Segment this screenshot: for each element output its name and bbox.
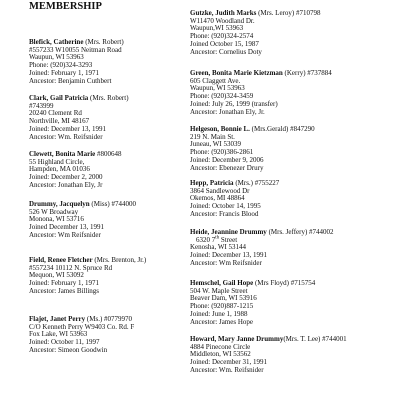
- member-name: Drummy, Jacquelyn: [29, 200, 90, 208]
- member-spouse: (Mrs. T. Lee) #744001: [283, 335, 347, 343]
- member-ancestor: Ancestor: Cornelius Doty: [190, 47, 262, 56]
- member-joined: Joined December 13, 1991: [29, 223, 105, 232]
- member-joined: Joined: October 11, 1997: [29, 338, 100, 347]
- member-spouse: (Mrs. Robert): [85, 38, 124, 46]
- member-entry: [190, 70, 332, 116]
- member-spouse: (Mrs. Leroy) #710798: [258, 9, 321, 17]
- member-entry: [29, 95, 129, 141]
- member-phone: Phone: (920)324-3293: [29, 61, 93, 70]
- member-street: C/O Kenneth Perry W9403 Co. Rd. F: [29, 322, 135, 331]
- member-name: Green, Bonita Marie Kietzman: [190, 69, 283, 77]
- member-entry: [190, 10, 320, 56]
- member-ancestor: Ancestor: Simeon Goodwin: [29, 345, 108, 354]
- member-address: Waupun,WI 53963: [190, 24, 244, 33]
- member-name: Helgeson, Bonnie L.: [190, 125, 250, 133]
- member-name: Howard, Mary Janne Drummy: [190, 335, 284, 343]
- member-joined: Joined: December 13, 1991: [29, 124, 106, 133]
- member-street: 3864 Sandlewood Dr: [190, 186, 250, 195]
- member-ancestor: Ancestor: Benjamin Cuthbert: [29, 76, 112, 85]
- member-phone: Phone: (920)324-3459: [190, 92, 254, 101]
- member-spouse: (Mrs.Gerald) #847290: [251, 125, 315, 133]
- member-address: Mequon, WI 53092: [29, 271, 84, 280]
- member-id-line: #743999: [29, 101, 54, 110]
- member-name: Clewett, Bonita Marie: [29, 150, 96, 158]
- member-ancestor: Ancestor: Wm. Reifsnider: [190, 365, 264, 374]
- member-id-line: #557234 10112 N. Spruce Rd: [29, 263, 113, 272]
- member-street: 605 Claggett Ave.: [190, 76, 241, 85]
- member-name: Clark, Gail Patricia: [29, 94, 89, 102]
- header-title: MEMBERSHIP: [29, 1, 102, 12]
- member-phone: Phone: (920)887-1215: [190, 302, 254, 311]
- member-street: 55 Highland Circle,: [29, 157, 85, 166]
- member-street: 4884 Pinecone Circle: [190, 342, 251, 351]
- member-name: Hepp, Patricia: [190, 179, 234, 187]
- member-id: #800648: [97, 150, 122, 158]
- member-name: Gutzke, Judith Marks: [190, 9, 257, 17]
- member-ancestor: Ancestor: Wm Reifsnider: [190, 258, 262, 267]
- member-ancestor: Ancestor: Francis Blood: [190, 209, 259, 218]
- member-street: 6320 7th Street: [196, 235, 238, 244]
- member-entry: [29, 201, 136, 240]
- member-address: Waupun, WI 53963: [29, 53, 84, 62]
- member-street: 219 N. Main St.: [190, 132, 235, 141]
- member-phone: Phone: (920)386-2861: [190, 148, 254, 157]
- member-entry: [190, 336, 347, 375]
- member-ancestor: Ancestor: Ebenezer Drury: [190, 163, 264, 172]
- member-name: Hemschel, Gail Hope: [190, 279, 254, 287]
- member-street: 20240 Clement Rd: [29, 109, 82, 118]
- member-address: Fox Lake, WI 53963: [29, 330, 88, 339]
- member-street: 504 W. Maple Street: [190, 286, 248, 295]
- member-joined: Joined: December 13, 1991: [190, 251, 267, 260]
- member-ancestor: Ancestor: Jonathan Ely, Jr.: [190, 107, 265, 116]
- member-ancestor: Ancestor: Wm. Reifsnider: [29, 132, 103, 141]
- member-spouse: (Mrs. Jeffery) #744002: [268, 228, 334, 236]
- member-address: Beaver Dam, WI 53916: [190, 294, 257, 303]
- member-address: Monona, WI 53716: [29, 215, 84, 224]
- member-joined: Joined: December 9, 2006: [190, 155, 264, 164]
- member-ancestor: Ancestor: Jonathan Ely, Jr: [29, 180, 103, 189]
- member-spouse: (Mrs.) #755227: [235, 179, 280, 187]
- member-address: Hampden, MA 01036: [29, 165, 90, 174]
- member-joined: Joined October 15, 1987: [190, 39, 259, 48]
- member-spouse: (Miss) #744000: [91, 200, 136, 208]
- member-address: Waupun, WI 53963: [190, 84, 245, 93]
- member-ancestor: Ancestor: James Hope: [190, 317, 253, 326]
- member-phone: Phone: (920)324-2574: [190, 32, 254, 41]
- member-spouse: (Mrs. Robert): [90, 94, 129, 102]
- member-street: W11470 Woodland Dr.: [190, 16, 255, 25]
- member-ancestor: Ancestor: James Billings: [29, 286, 99, 295]
- member-spouse: (Mrs Floyd) #715754: [254, 279, 316, 287]
- member-address: Okemos, MI 48864: [190, 194, 245, 203]
- member-joined: Joined: December 2, 2000: [29, 173, 103, 182]
- member-spouse: (Ms.) #0779970: [86, 315, 133, 323]
- member-name: Flajet, Janet Perry: [29, 315, 86, 323]
- member-joined: Joined: December 31, 1991: [190, 358, 267, 367]
- section-header: [29, 0, 102, 12]
- member-entry: [190, 180, 279, 219]
- member-ancestor: Ancestor: Wm Reifsnider: [29, 230, 101, 239]
- member-address: Middleton, WI 53562: [190, 350, 251, 359]
- member-joined: Joined: June 1, 1988: [190, 309, 248, 318]
- member-street: 526 W Broadway: [29, 207, 79, 216]
- member-name: Heide, Jeannine Drummy: [190, 228, 267, 236]
- member-address: Juneau, WI 53039: [190, 140, 241, 149]
- member-entry: [190, 126, 315, 172]
- member-address: Kenosha, WI 53144: [190, 243, 247, 252]
- member-spouse: (Mrs. Brenton, Jr.): [94, 256, 147, 264]
- member-entry: [29, 257, 146, 296]
- member-joined: Joined: July 26, 1999 (transfer): [190, 99, 278, 108]
- member-name: Blefick, Catherine: [29, 38, 84, 46]
- member-entry: [190, 280, 315, 326]
- member-entry: [29, 316, 134, 355]
- member-spouse: (Kerry) #737884: [284, 69, 332, 77]
- member-joined: Joined: February 1, 1971: [29, 68, 99, 77]
- member-entry: [29, 151, 122, 190]
- member-joined: Joined: October 14, 1995: [190, 202, 261, 211]
- member-entry: [190, 229, 334, 268]
- member-address: Northville, MI 48167: [29, 117, 90, 126]
- member-id-line: #557233 W10055 Neitman Road: [29, 45, 122, 54]
- member-joined: Joined: February 1, 1971: [29, 279, 99, 288]
- member-name: Field, Renee Fletcher: [29, 256, 93, 264]
- member-entry: [29, 39, 124, 85]
